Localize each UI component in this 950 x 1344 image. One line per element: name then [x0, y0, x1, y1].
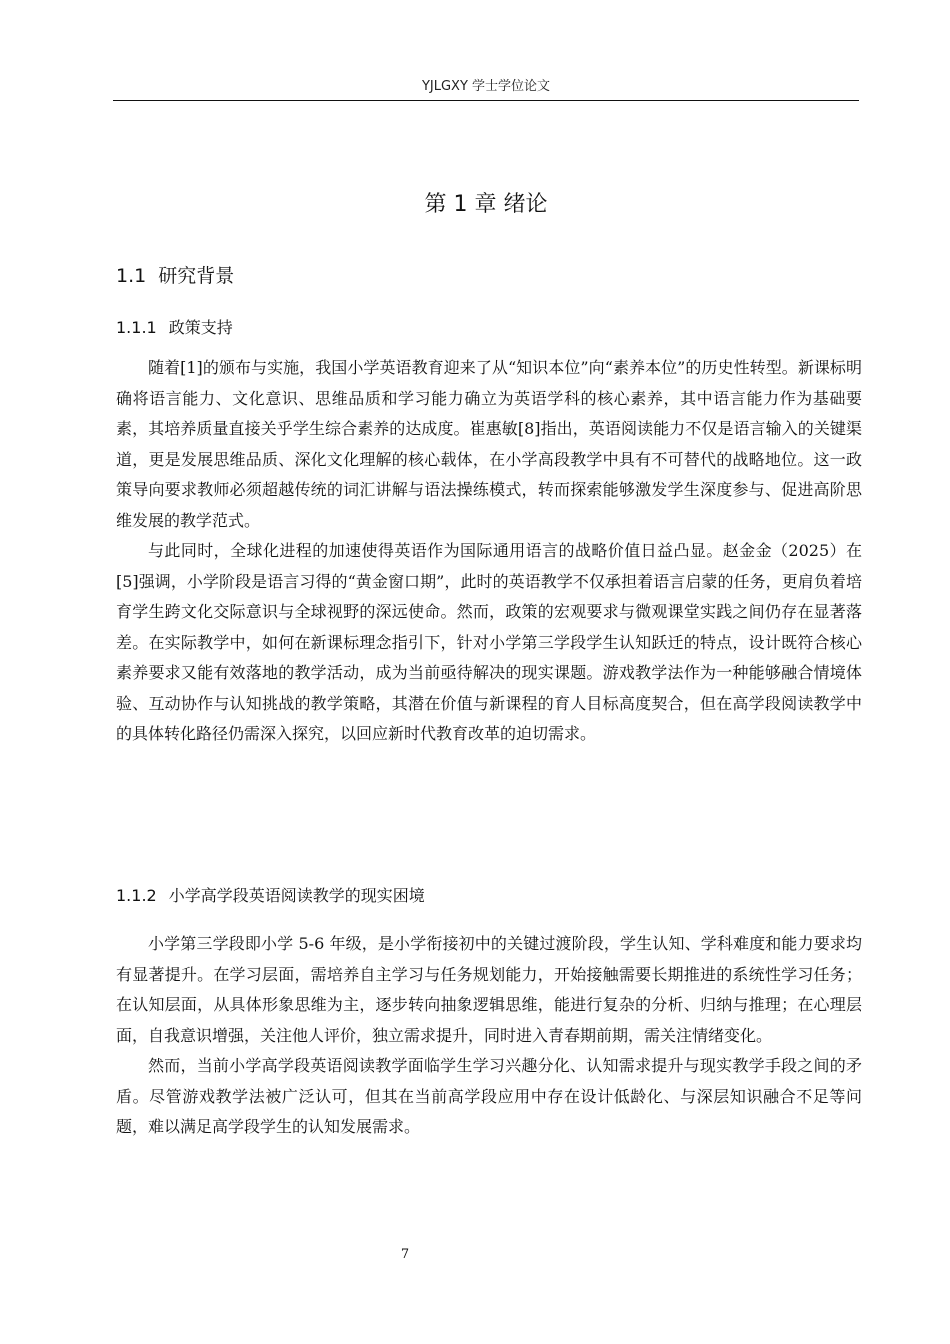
subsection-heading-1-1-1: [116, 317, 233, 339]
page-number: 7: [400, 1247, 410, 1262]
section-heading-1-1: [116, 263, 234, 289]
paragraph: 然而，当前小学高学段英语阅读教学面临学生学习兴趣分化、认知需求提升与现实教学手段之间的矛盾。尽管游戏教学法被广泛认可，但其在当前高学段应用中存在设计低龄化、与深层知识融合不足等问题，难以满足高学段学生的认知发展需求。: [116, 1056, 862, 1136]
section-title: 研究背景: [158, 265, 235, 287]
chapter-title: 第 1 章 绪论: [424, 192, 548, 217]
subsection-body-1-1-1: [116, 353, 862, 750]
running-header: YJLGXY 学士学位论文: [421, 79, 551, 94]
paragraph: 小学第三学段即小学 5-6 年级，是小学衔接初中的关键过渡阶段，学生认知、学科难度和能力要求均有显著提升。在学习层面，需培养自主学习与任务规划能力，开始接触需要长期推进的系统性学习任务；在认知层面，从具体形象思维为主，逐步转向抽象逻辑思维，能进行复杂的分析、归纳与推理；在心理层面，自我意识增强，关注他人评价，独立需求提升，同时进入青春期前期，需关注情绪变化。: [116, 934, 862, 1045]
subsection-number: 1.1.2: [116, 886, 157, 905]
paragraph: 随着[1]的颁布与实施，我国小学英语教育迎来了从“知识本位”向“素养本位”的历史性转型。新课标明确将语言能力、文化意识、思维品质和学习能力确立为英语学科的核心素养，其中语言能力作为基础要素，其培养质量直接关乎学生综合素养的达成度。崔惠敏[8]指出，英语阅读能力不仅是语言输入的关键渠道，更是发展思维品质、深化文化理解的核心载体，在小学高段教学中具有不可替代的战略地位。这一政策导向要求教师必须超越传统的词汇讲解与语法操练模式，转而探索能够激发学生深度参与、促进高阶思维发展的教学范式。: [116, 358, 862, 530]
paragraph: 与此同时，全球化进程的加速使得英语作为国际通用语言的战略价值日益凸显。赵金金（2025）在[5]强调，小学阶段是语言习得的“黄金窗口期”，此时的英语教学不仅承担着语言启蒙的任务，更肩负着培育学生跨文化交际意识与全球视野的深远使命。然而，政策的宏观要求与微观课堂实践之间仍存在显著落差。在实际教学中，如何在新课标理念指引下，针对小学第三学段学生认知跃迁的特点，设计既符合核心素养要求又能有效落地的教学活动，成为当前亟待解决的现实课题。游戏教学法作为一种能够融合情境体验、互动协作与认知挑战的教学策略，其潜在价值与新课程的育人目标高度契合，但在高学段阅读教学中的具体转化路径仍需深入探究，以回应新时代教育改革的迫切需求。: [116, 541, 862, 743]
subsection-title: 小学高学段英语阅读教学的现实困境: [168, 886, 425, 905]
subsection-number: 1.1.1: [116, 318, 157, 337]
section-number: 1.1: [116, 265, 147, 287]
header-rule: [113, 100, 859, 101]
subsection-body-1-1-2: [116, 929, 862, 1143]
subsection-heading-1-1-2: [116, 885, 425, 907]
subsection-title: 政策支持: [168, 318, 233, 337]
